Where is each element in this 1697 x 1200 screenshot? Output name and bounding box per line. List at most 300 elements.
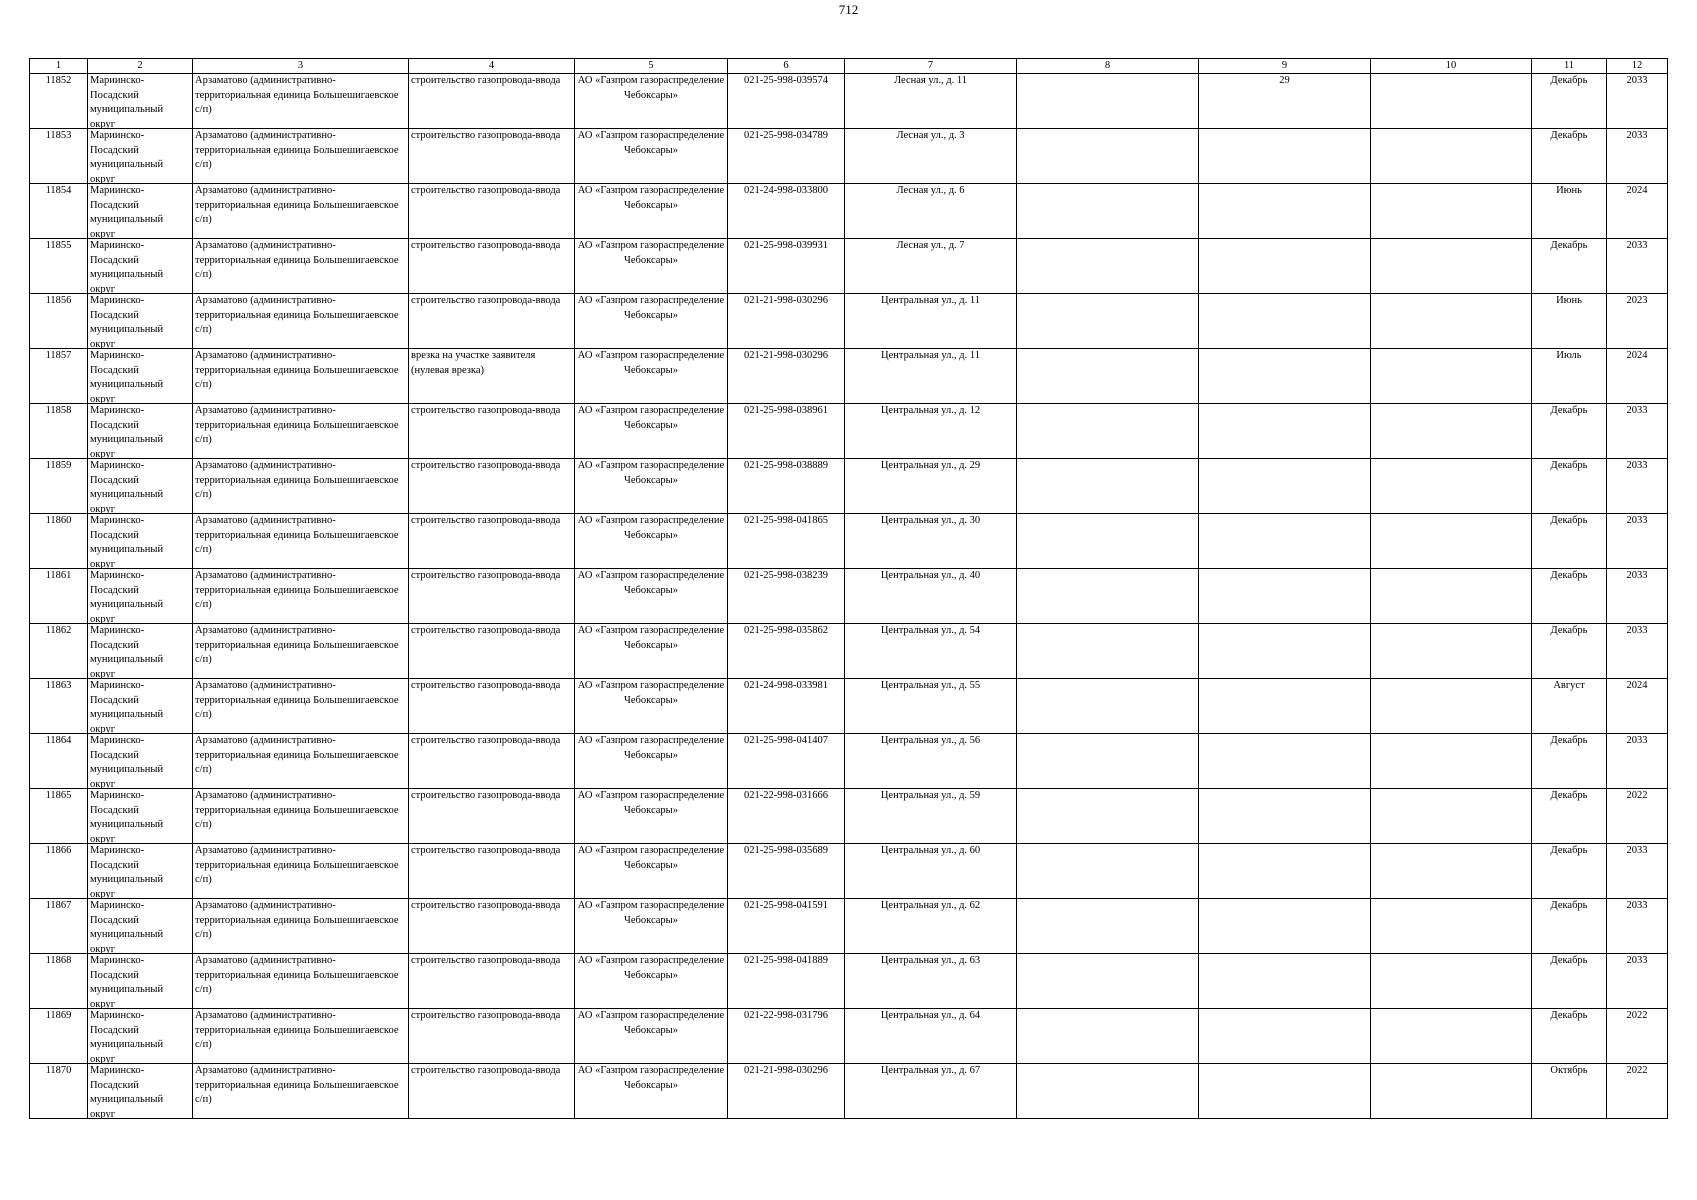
month-cell-text: Октябрь (1550, 1065, 1588, 1076)
application-code-cell-text: 021-25-998-041889 (744, 955, 828, 966)
column-8-cell (1017, 129, 1199, 184)
column-10-cell-text (1373, 349, 1529, 403)
settlement-cell-text: Арзаматово (административно-территориальная единица Большешигаевское с/п) (195, 735, 399, 775)
row-number-text: 11865 (45, 790, 72, 801)
year-cell (1607, 844, 1668, 899)
column-8-cell (1017, 1064, 1199, 1119)
district-cell-text: Мариинско-Посадский муниципальный округ (90, 405, 164, 458)
settlement-cell (193, 679, 409, 734)
year-cell (1607, 789, 1668, 844)
application-code-cell (728, 844, 845, 899)
row-number-text: 11868 (45, 955, 72, 966)
column-8-cell (1017, 899, 1199, 954)
address-cell (845, 954, 1017, 1009)
work-type-cell-text: строительство газопровода-ввода (411, 240, 561, 251)
column-10-cell-text (1373, 239, 1529, 293)
year-cell-text: 2033 (1626, 735, 1648, 746)
organization-cell-text: АО «Газпром газораспределение Чебоксары» (577, 735, 725, 761)
column-8-cell-text (1019, 624, 1196, 678)
row-number (30, 1009, 88, 1064)
district-cell-text: Мариинско-Посадский муниципальный округ (90, 735, 164, 788)
organization-cell (575, 899, 728, 954)
column-10-cell-text (1373, 74, 1529, 128)
address-cell-text: Центральная ул., д. 40 (880, 570, 981, 581)
column-header-6: 6 (728, 59, 845, 74)
organization-cell-text: АО «Газпром газораспределение Чебоксары» (577, 75, 725, 101)
row-number-text: 11861 (45, 570, 72, 581)
month-cell (1532, 184, 1607, 239)
year-cell-text: 2024 (1626, 350, 1648, 361)
column-header-1: 1 (30, 59, 88, 74)
address-cell-text: Лесная ул., д. 7 (896, 240, 965, 251)
column-9-cell (1199, 129, 1371, 184)
settlement-cell (193, 789, 409, 844)
year-cell-text: 2033 (1626, 240, 1648, 251)
month-cell (1532, 954, 1607, 1009)
row-number-text: 11863 (45, 680, 72, 691)
year-cell-text: 2033 (1626, 625, 1648, 636)
month-cell (1532, 459, 1607, 514)
district-cell (88, 1064, 193, 1119)
address-cell-text: Центральная ул., д. 54 (880, 625, 981, 636)
application-code-cell-text: 021-25-998-041591 (744, 900, 828, 911)
year-cell-text: 2024 (1626, 680, 1648, 691)
column-8-cell-text (1019, 294, 1196, 348)
work-type-cell-text: строительство газопровода-ввода (411, 460, 561, 471)
organization-cell-text: АО «Газпром газораспределение Чебоксары» (577, 1010, 725, 1036)
column-8-cell (1017, 624, 1199, 679)
district-cell-text: Мариинско-Посадский муниципальный округ (90, 570, 164, 623)
column-8-cell-text (1019, 569, 1196, 623)
column-8-cell (1017, 74, 1199, 129)
column-9-cell (1199, 899, 1371, 954)
settlement-cell-text: Арзаматово (административно-территориальная единица Большешигаевское с/п) (195, 1010, 399, 1050)
month-cell-text: Декабрь (1550, 460, 1588, 471)
column-9-cell-text (1201, 459, 1368, 513)
column-9-cell-text (1201, 789, 1368, 843)
column-header-4: 4 (409, 59, 575, 74)
district-cell-text: Мариинско-Посадский муниципальный округ (90, 955, 164, 1008)
month-cell (1532, 239, 1607, 294)
column-9-cell (1199, 239, 1371, 294)
district-cell (88, 569, 193, 624)
address-cell (845, 679, 1017, 734)
month-cell-text: Декабрь (1550, 735, 1588, 746)
month-cell (1532, 294, 1607, 349)
year-cell-text: 2033 (1626, 845, 1648, 856)
column-9-cell (1199, 349, 1371, 404)
organization-cell (575, 184, 728, 239)
row-number-text: 11870 (45, 1065, 72, 1076)
address-cell-text: Центральная ул., д. 67 (880, 1065, 981, 1076)
column-8-cell-text (1019, 349, 1196, 403)
organization-cell (575, 239, 728, 294)
address-cell-text: Центральная ул., д. 64 (880, 1010, 981, 1021)
register-table (29, 58, 1668, 1119)
column-9-cell (1199, 459, 1371, 514)
application-code-cell (728, 294, 845, 349)
column-10-cell (1371, 459, 1532, 514)
row-number-text: 11866 (45, 845, 72, 856)
month-cell (1532, 789, 1607, 844)
work-type-cell (409, 349, 575, 404)
district-cell (88, 74, 193, 129)
month-cell (1532, 404, 1607, 459)
table-row (30, 1009, 1668, 1064)
month-cell-text: Август (1553, 680, 1585, 691)
month-cell-text: Декабрь (1550, 75, 1588, 86)
column-10-cell (1371, 514, 1532, 569)
address-cell (845, 734, 1017, 789)
table-row (30, 74, 1668, 129)
year-cell (1607, 184, 1668, 239)
row-number-text: 11856 (45, 295, 72, 306)
month-cell (1532, 74, 1607, 129)
row-number (30, 789, 88, 844)
year-cell (1607, 899, 1668, 954)
column-8-cell-text (1019, 734, 1196, 788)
address-cell-text: Центральная ул., д. 55 (880, 680, 981, 691)
month-cell (1532, 679, 1607, 734)
settlement-cell-text: Арзаматово (административно-территориальная единица Большешигаевское с/п) (195, 625, 399, 665)
month-cell-text: Декабрь (1550, 405, 1588, 416)
year-cell (1607, 349, 1668, 404)
table-row (30, 349, 1668, 404)
application-code-cell (728, 459, 845, 514)
district-cell-text: Мариинско-Посадский муниципальный округ (90, 845, 164, 898)
column-8-cell-text (1019, 404, 1196, 458)
column-8-cell-text (1019, 679, 1196, 733)
organization-cell (575, 129, 728, 184)
district-cell-text: Мариинско-Посадский муниципальный округ (90, 680, 164, 733)
table-row (30, 1064, 1668, 1119)
month-cell-text: Июль (1556, 350, 1582, 361)
work-type-cell (409, 404, 575, 459)
column-10-cell (1371, 239, 1532, 294)
settlement-cell (193, 184, 409, 239)
application-code-cell (728, 734, 845, 789)
year-cell-text: 2033 (1626, 405, 1648, 416)
application-code-cell-text: 021-22-998-031796 (744, 1010, 828, 1021)
application-code-cell-text: 021-24-998-033800 (744, 185, 828, 196)
column-9-cell-text (1201, 954, 1368, 1008)
work-type-cell-text: строительство газопровода-ввода (411, 900, 561, 911)
column-10-cell (1371, 569, 1532, 624)
row-number (30, 349, 88, 404)
year-cell-text: 2033 (1626, 955, 1648, 966)
column-10-cell-text (1373, 844, 1529, 898)
row-number-text: 11859 (45, 460, 72, 471)
application-code-cell (728, 679, 845, 734)
address-cell-text: Центральная ул., д. 12 (880, 405, 981, 416)
month-cell (1532, 569, 1607, 624)
organization-cell-text: АО «Газпром газораспределение Чебоксары» (577, 515, 725, 541)
column-8-cell (1017, 404, 1199, 459)
table-row (30, 129, 1668, 184)
column-10-cell-text (1373, 1064, 1529, 1118)
column-header-11: 11 (1532, 59, 1607, 74)
application-code-cell-text: 021-25-998-035862 (744, 625, 828, 636)
year-cell (1607, 239, 1668, 294)
column-10-cell-text (1373, 129, 1529, 183)
row-number (30, 294, 88, 349)
district-cell (88, 844, 193, 899)
table-header (30, 59, 1668, 74)
month-cell-text: Декабрь (1550, 130, 1588, 141)
district-cell-text: Мариинско-Посадский муниципальный округ (90, 295, 164, 348)
work-type-cell-text: строительство газопровода-ввода (411, 790, 561, 801)
year-cell-text: 2022 (1626, 790, 1648, 801)
row-number (30, 899, 88, 954)
organization-cell (575, 74, 728, 129)
district-cell-text: Мариинско-Посадский муниципальный округ (90, 185, 164, 238)
column-9-cell-text (1201, 1064, 1368, 1118)
column-header-2: 2 (88, 59, 193, 74)
table-row (30, 459, 1668, 514)
organization-cell-text: АО «Газпром газораспределение Чебоксары» (577, 790, 725, 816)
organization-cell (575, 734, 728, 789)
organization-cell (575, 459, 728, 514)
district-cell-text: Мариинско-Посадский муниципальный округ (90, 900, 164, 953)
organization-cell-text: АО «Газпром газораспределение Чебоксары» (577, 185, 725, 211)
application-code-cell (728, 624, 845, 679)
organization-cell (575, 844, 728, 899)
column-9-cell (1199, 184, 1371, 239)
table-row (30, 569, 1668, 624)
row-number-text: 11854 (45, 185, 72, 196)
year-cell-text: 2033 (1626, 900, 1648, 911)
application-code-cell (728, 404, 845, 459)
application-code-cell-text: 021-25-998-038961 (744, 405, 828, 416)
month-cell-text: Декабрь (1550, 790, 1588, 801)
year-cell-text: 2033 (1626, 130, 1648, 141)
address-cell-text: Лесная ул., д. 3 (896, 130, 965, 141)
column-8-cell (1017, 789, 1199, 844)
column-10-cell (1371, 899, 1532, 954)
year-cell (1607, 514, 1668, 569)
month-cell-text: Декабрь (1550, 1010, 1588, 1021)
row-number (30, 734, 88, 789)
column-header-10: 10 (1371, 59, 1532, 74)
row-number-text: 11860 (45, 515, 72, 526)
table-row (30, 294, 1668, 349)
column-8-cell-text (1019, 954, 1196, 1008)
year-cell (1607, 954, 1668, 1009)
district-cell (88, 239, 193, 294)
address-cell (845, 459, 1017, 514)
table-row (30, 679, 1668, 734)
row-number-text: 11869 (45, 1010, 72, 1021)
month-cell-text: Декабрь (1550, 570, 1588, 581)
column-8-cell (1017, 239, 1199, 294)
column-10-cell-text (1373, 734, 1529, 788)
row-number (30, 679, 88, 734)
district-cell-text: Мариинско-Посадский муниципальный округ (90, 350, 164, 403)
settlement-cell-text: Арзаматово (административно-территориальная единица Большешигаевское с/п) (195, 240, 399, 280)
work-type-cell (409, 569, 575, 624)
table-row (30, 789, 1668, 844)
address-cell-text: Центральная ул., д. 63 (880, 955, 981, 966)
organization-cell-text: АО «Газпром газораспределение Чебоксары» (577, 570, 725, 596)
row-number-text: 11862 (45, 625, 72, 636)
work-type-cell-text: строительство газопровода-ввода (411, 735, 561, 746)
column-9-cell-text (1201, 349, 1368, 403)
column-10-cell-text (1373, 184, 1529, 238)
address-cell-text: Центральная ул., д. 11 (881, 350, 980, 361)
settlement-cell-text: Арзаматово (административно-территориальная единица Большешигаевское с/п) (195, 900, 399, 940)
work-type-cell-text: строительство газопровода-ввода (411, 515, 561, 526)
column-9-cell-text (1201, 404, 1368, 458)
organization-cell (575, 679, 728, 734)
application-code-cell (728, 184, 845, 239)
month-cell-text: Декабрь (1550, 240, 1588, 251)
column-8-cell-text (1019, 1009, 1196, 1063)
row-number-text: 11852 (45, 75, 72, 86)
column-10-cell (1371, 294, 1532, 349)
column-9-cell-text (1201, 734, 1368, 788)
year-cell (1607, 569, 1668, 624)
address-cell-text: Центральная ул., д. 56 (880, 735, 981, 746)
settlement-cell (193, 514, 409, 569)
application-code-cell (728, 789, 845, 844)
column-8-cell-text (1019, 129, 1196, 183)
settlement-cell-text: Арзаматово (административно-территориальная единица Большешигаевское с/п) (195, 515, 399, 555)
application-code-cell-text: 021-22-998-031666 (744, 790, 828, 801)
work-type-cell (409, 844, 575, 899)
settlement-cell (193, 404, 409, 459)
column-9-cell (1199, 954, 1371, 1009)
address-cell (845, 514, 1017, 569)
organization-cell-text: АО «Газпром газораспределение Чебоксары» (577, 955, 725, 981)
column-9-cell (1199, 569, 1371, 624)
work-type-cell (409, 679, 575, 734)
application-code-cell-text: 021-25-998-035689 (744, 845, 828, 856)
column-9-cell (1199, 844, 1371, 899)
organization-cell-text: АО «Газпром газораспределение Чебоксары» (577, 130, 725, 156)
row-number-text: 11858 (45, 405, 72, 416)
settlement-cell-text: Арзаматово (административно-территориальная единица Большешигаевское с/п) (195, 405, 399, 445)
settlement-cell-text: Арзаматово (административно-территориальная единица Большешигаевское с/п) (195, 1065, 399, 1105)
organization-cell-text: АО «Газпром газораспределение Чебоксары» (577, 405, 725, 431)
row-number (30, 844, 88, 899)
district-cell (88, 349, 193, 404)
district-cell (88, 624, 193, 679)
application-code-cell-text: 021-21-998-030296 (744, 350, 828, 361)
month-cell (1532, 1064, 1607, 1119)
application-code-cell (728, 899, 845, 954)
work-type-cell-text: строительство газопровода-ввода (411, 625, 561, 636)
settlement-cell (193, 459, 409, 514)
district-cell (88, 294, 193, 349)
district-cell (88, 789, 193, 844)
column-10-cell (1371, 954, 1532, 1009)
column-10-cell (1371, 1064, 1532, 1119)
column-9-cell-text (1201, 899, 1368, 953)
application-code-cell-text: 021-21-998-030296 (744, 1065, 828, 1076)
application-code-cell (728, 74, 845, 129)
work-type-cell (409, 789, 575, 844)
work-type-cell-text: строительство газопровода-ввода (411, 405, 561, 416)
organization-cell (575, 294, 728, 349)
column-9-cell (1199, 679, 1371, 734)
work-type-cell-text: строительство газопровода-ввода (411, 680, 561, 691)
address-cell (845, 569, 1017, 624)
column-9-cell-text: 29 (1279, 75, 1290, 86)
organization-cell (575, 1009, 728, 1064)
row-number-text: 11864 (45, 735, 72, 746)
column-10-cell (1371, 404, 1532, 459)
column-header-5: 5 (575, 59, 728, 74)
column-10-cell (1371, 844, 1532, 899)
district-cell (88, 129, 193, 184)
address-cell-text: Лесная ул., д. 6 (896, 185, 965, 196)
work-type-cell-text: строительство газопровода-ввода (411, 955, 561, 966)
district-cell (88, 1009, 193, 1064)
district-cell-text: Мариинско-Посадский муниципальный округ (90, 790, 164, 843)
column-8-cell (1017, 514, 1199, 569)
table-row (30, 404, 1668, 459)
organization-cell-text: АО «Газпром газораспределение Чебоксары» (577, 680, 725, 706)
work-type-cell (409, 1009, 575, 1064)
table-body (30, 74, 1668, 1119)
work-type-cell (409, 239, 575, 294)
year-cell-text: 2022 (1626, 1010, 1648, 1021)
column-8-cell (1017, 184, 1199, 239)
year-cell (1607, 679, 1668, 734)
row-number-text: 11867 (45, 900, 72, 911)
settlement-cell-text: Арзаматово (административно-территориальная единица Большешигаевское с/п) (195, 955, 399, 995)
address-cell (845, 789, 1017, 844)
address-cell-text: Лесная ул., д. 11 (894, 75, 967, 86)
application-code-cell (728, 1009, 845, 1064)
month-cell (1532, 129, 1607, 184)
column-10-cell-text (1373, 294, 1529, 348)
column-9-cell (1199, 294, 1371, 349)
column-9-cell (1199, 514, 1371, 569)
column-10-cell-text (1373, 624, 1529, 678)
page-number: 712 (838, 2, 859, 17)
settlement-cell-text: Арзаматово (административно-территориальная единица Большешигаевское с/п) (195, 185, 399, 225)
column-8-cell (1017, 844, 1199, 899)
column-9-cell-text (1201, 844, 1368, 898)
column-10-cell (1371, 679, 1532, 734)
row-number-text: 11855 (45, 240, 72, 251)
column-8-cell-text (1019, 844, 1196, 898)
column-10-cell (1371, 789, 1532, 844)
settlement-cell (193, 624, 409, 679)
settlement-cell-text: Арзаматово (административно-территориальная единица Большешигаевское с/п) (195, 680, 399, 720)
work-type-cell (409, 954, 575, 1009)
column-10-cell-text (1373, 514, 1529, 568)
district-cell (88, 899, 193, 954)
column-9-cell-text (1201, 569, 1368, 623)
work-type-cell-text: строительство газопровода-ввода (411, 185, 561, 196)
organization-cell-text: АО «Газпром газораспределение Чебоксары» (577, 460, 725, 486)
row-number (30, 404, 88, 459)
column-9-cell-text (1201, 184, 1368, 238)
settlement-cell (193, 74, 409, 129)
district-cell-text: Мариинско-Посадский муниципальный округ (90, 240, 164, 293)
settlement-cell (193, 294, 409, 349)
application-code-cell-text: 021-24-998-033981 (744, 680, 828, 691)
column-9-cell-text (1201, 514, 1368, 568)
settlement-cell-text: Арзаматово (административно-территориальная единица Большешигаевское с/п) (195, 75, 399, 115)
column-8-cell (1017, 349, 1199, 404)
column-8-cell (1017, 569, 1199, 624)
application-code-cell-text: 021-25-998-034789 (744, 130, 828, 141)
settlement-cell-text: Арзаматово (административно-территориальная единица Большешигаевское с/п) (195, 460, 399, 500)
application-code-cell (728, 1064, 845, 1119)
